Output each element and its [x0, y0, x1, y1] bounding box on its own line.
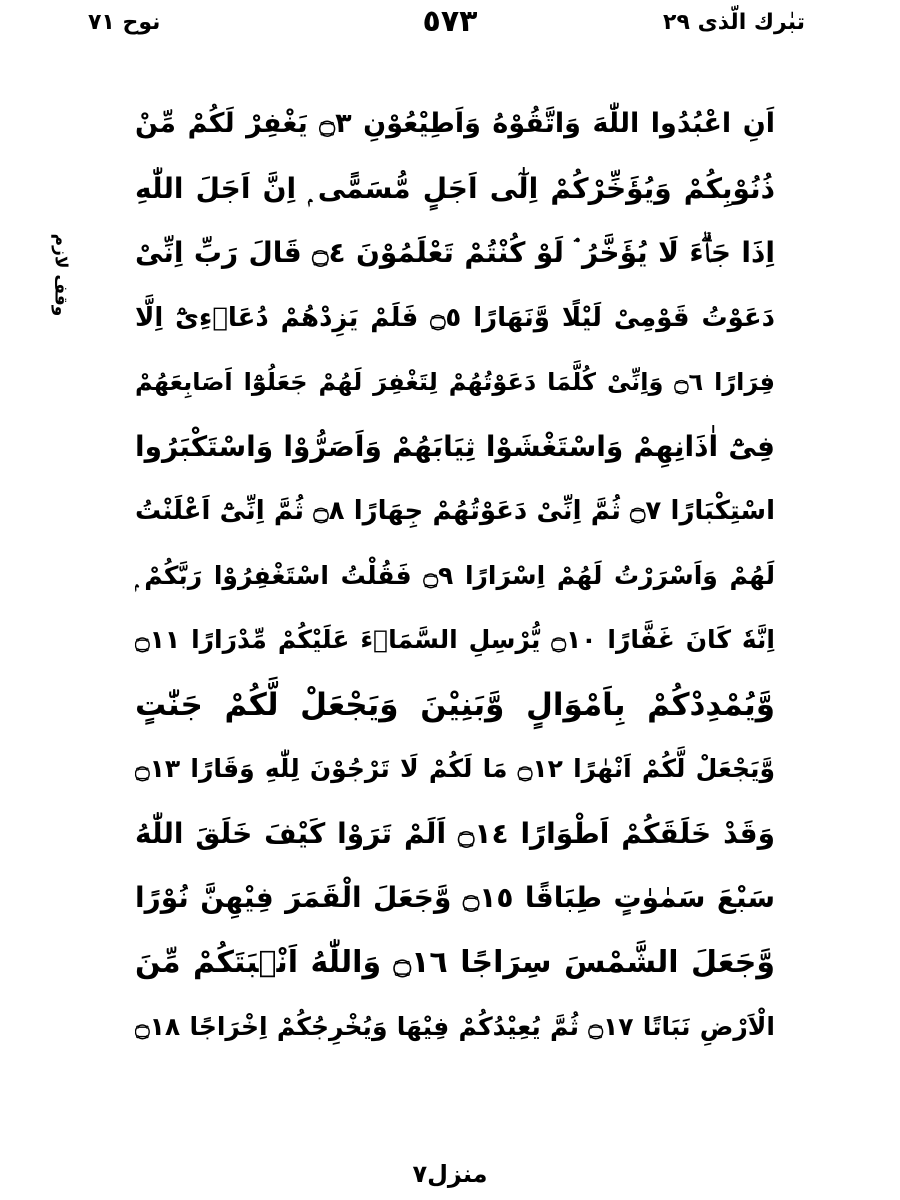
text-line: فِىْٓ اٰذَانِهِمْ وَاسْتَغْشَوْا ثِيَابَهُمْ وَاَصَرُّوْا وَاسْتَكْبَرُوا — [135, 429, 775, 463]
text-line: ذُنُوْبِكُمْ وَيُؤَخِّرْكُمْ اِلٰٓى اَجَلٍ مُّسَمًّى ۭ اِنَّ اَجَلَ اللّٰهِ — [135, 171, 775, 205]
page-header — [0, 4, 900, 48]
text-line: اسْتِكْبَارًا ۝٧ ثُمَّ اِنِّىْ دَعَوْتُهُمْ جِهَارًا ۝٨ ثُمَّ اِنِّىْٓ اَعْلَنْتُ — [135, 496, 775, 526]
text-line: سَبْعَ سَمٰوٰتٍ طِبَاقًا ۝١٥ وَّجَعَلَ الْقَمَرَ فِيْهِنَّ نُوْرًا — [135, 881, 775, 914]
surah-name: نوح ٧١ — [88, 10, 161, 35]
quran-text-body — [135, 92, 775, 1112]
text-line: وَّجَعَلَ الشَّمْسَ سِرَاجًا ۝١٦ وَاللّٰهُ اَنْۢبَتَكُمْ مِّنَ — [135, 944, 775, 980]
text-line: وَّيَجْعَلْ لَّكُمْ اَنْهٰرًا ۝١٢ مَا لَكُمْ لَا تَرْجُوْنَ لِلّٰهِ وَقَارًا ۝١٣ — [135, 754, 775, 783]
text-line: الْاَرْضِ نَبَاتًا ۝١٧ ثُمَّ يُعِيْدُكُمْ فِيْهَا وَيُخْرِجُكُمْ اِخْرَاجًا ۝١٨ — [135, 1012, 775, 1041]
text-line: وَقَدْ خَلَقَكُمْ اَطْوَارًا ۝١٤ اَلَمْ تَرَوْا كَيْفَ خَلَقَ اللّٰهُ — [135, 816, 775, 850]
manzil-footer: منزل٧ — [412, 1160, 488, 1188]
text-line: فِرَارًا ۝٦ وَاِنِّىْ كُلَّمَا دَعَوْتُهُمْ لِتَغْفِرَ لَهُمْ جَعَلُوْٓا اَصَابِعَهُمْ — [135, 368, 775, 396]
text-line: اِذَا جَاۗءَ لَا يُؤَخَّرُ ۘ لَوْ كُنْتُمْ تَعْلَمُوْنَ ۝٤ قَالَ رَبِّ اِنِّىْ — [135, 236, 775, 269]
text-line: دَعَوْتُ قَوْمِىْ لَيْلًا وَّنَهَارًا ۝٥ فَلَمْ يَزِدْهُمْ دُعَاۗءِىْٓ اِلَّا — [135, 302, 775, 333]
page-number: ٥٧٣ — [422, 4, 478, 39]
waqf-margin-note — [30, 230, 90, 320]
text-line: لَهُمْ وَاَسْرَرْتُ لَهُمْ اِسْرَارًا ۝٩ فَقُلْتُ اسْتَغْفِرُوْا رَبَّكُمْ ۭ — [135, 560, 775, 590]
text-line: اِنَّهٗ كَانَ غَفَّارًا ۝١٠ يُّرْسِلِ السَّمَاۗءَ عَلَيْكُمْ مِّدْرَارًا ۝١١ — [135, 625, 775, 654]
juz-name: تبٰرك الّذى ٢٩ — [663, 10, 805, 35]
text-line: وَّيُمْدِدْكُمْ بِاَمْوَالٍ وَّبَنِيْنَ وَيَجْعَلْ لَّكُمْ جَنّٰتٍ — [135, 686, 775, 723]
waqf-lazim-label: وقف لازم — [50, 233, 70, 317]
text-line: اَنِ اعْبُدُوا اللّٰهَ وَاتَّقُوْهُ وَاَطِيْعُوْنِ ۝٣ يَغْفِرْ لَكُمْ مِّنْ — [135, 108, 775, 139]
